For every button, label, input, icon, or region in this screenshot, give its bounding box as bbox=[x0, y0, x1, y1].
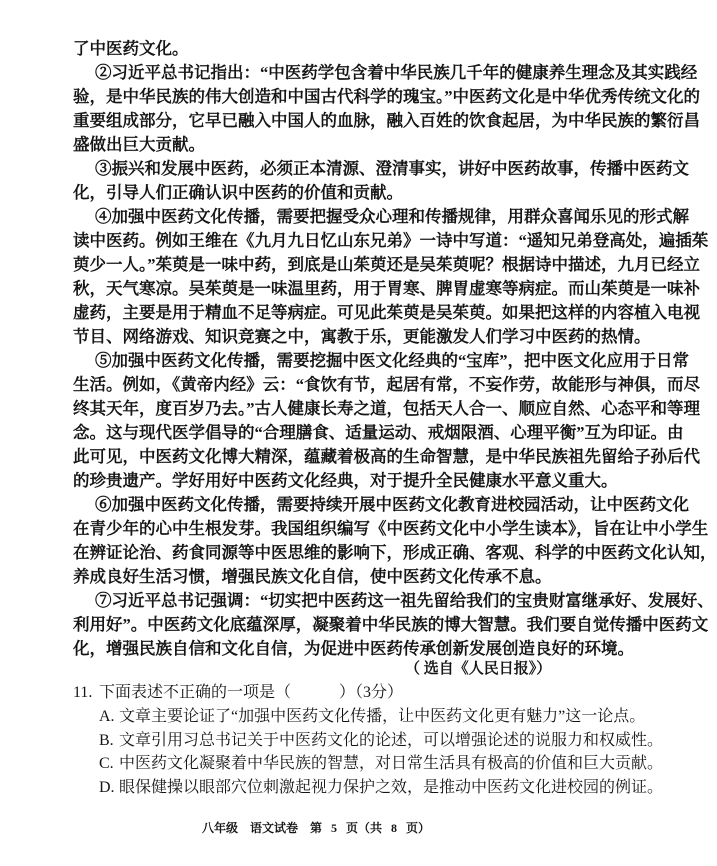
paragraph-line: 生活。例如，《黄帝内经》云：“食饮有节，起居有常，不妄作劳，故能形与神俱，而尽 bbox=[73, 375, 700, 394]
article-source: （ 选自《人民日报》） bbox=[405, 661, 552, 677]
option-d bbox=[73, 776, 664, 800]
paragraph-line: 读中医药。例如王维在《九月九日忆山东兄弟》一诗中写道：“遥知兄弟登高处，遍插茱 bbox=[73, 231, 709, 250]
article-body bbox=[73, 37, 717, 661]
paragraph-line: ⑤加强中医药文化传播，需要挖掘中医文化经典的“宝库”，把中医文化应用于日常 bbox=[95, 351, 689, 370]
option-text: 眼保健操以眼部穴位刺激起视力保护之效，是推动中医药文化进校园的例证。 bbox=[119, 778, 664, 796]
option-text: 文章引用习总书记关于中医药文化的论述，可以增强论述的说服力和权威性。 bbox=[119, 731, 664, 749]
option-text: 中医药文化凝聚着中华民族的智慧，对日常生活具有极高的价值和巨大贡献。 bbox=[119, 755, 664, 772]
option-letter: C. bbox=[99, 755, 114, 772]
paragraph-line: 虚药，主要是用于精血不足等病症。可见此茱萸是吴茱萸。如果把这样的内容植入电视 bbox=[73, 303, 700, 322]
paragraph-line: ⑦习近平总书记强调：“切实把中医药这一祖先留给我们的宝贵财富继承好、发展好、 bbox=[95, 591, 714, 610]
paragraph-line: 重要组成部分，它早已融入中国人的血脉，融入百姓的饮食起居，为中华民族的繁衍昌 bbox=[73, 111, 700, 130]
paragraph-line: 的珍贵遗产。学好用好中医药文化经典，对于提升全民健康水平意义重大。 bbox=[73, 471, 618, 490]
option-letter: D. bbox=[99, 778, 115, 796]
page-footer: 八年级 语文试卷 第 5 页（共 8 页） bbox=[201, 821, 430, 835]
question-number: 11. bbox=[73, 684, 93, 701]
option-letter: B. bbox=[99, 731, 114, 749]
option-a bbox=[73, 705, 646, 729]
question-text: 下面表述不正确的一项是（ ）（3分） bbox=[99, 684, 404, 701]
paragraph-line: 念。这与现代医学倡导的“合理膳食、适量运动、戒烟限酒、心理平衡”互为印证。由 bbox=[73, 423, 684, 442]
option-text: 文章主要论证了“加强中医药文化传播，让中医药文化更有魅力”这一论点。 bbox=[119, 708, 646, 725]
paragraph-line: 化，增强民族自信和文化自信，为促进中医药传承创新发展创造良好的环境。 bbox=[73, 639, 634, 658]
paragraph-line: 秋，天气寒凉。吴茱萸是一味温里药，用于胃寒、脾胃虚寒等病症。而山茱萸是一味补 bbox=[73, 279, 700, 298]
option-b bbox=[73, 729, 664, 753]
paragraph-line: 验，是中华民族的伟大创造和中国古代科学的瑰宝。”中医药文化是中华优秀传统文化的 bbox=[73, 87, 700, 106]
paragraph-line: ③振兴和发展中医药，必须正本清源、澄清事实，讲好中医药故事，传播中医药文 bbox=[95, 159, 689, 178]
paragraph-line: 养成良好生活习惯，增强民族文化自信，使中医药文化传承不息。 bbox=[73, 567, 552, 586]
paragraph-line: 萸少一人。”茱萸是一味中药，到底是山茱萸还是吴茱萸呢？根据诗中描述，九月已经立 bbox=[73, 255, 700, 274]
paragraph-line: ④加强中医药文化传播，需要把握受众心理和传播规律，用群众喜闻乐见的形式解 bbox=[95, 207, 689, 226]
option-c bbox=[73, 752, 664, 776]
paragraph-line: 节目、网络游戏、知识竞赛之中，寓教于乐，更能激发人们学习中医药的热情。 bbox=[73, 327, 651, 346]
paragraph-line: 终其天年，度百岁乃去。”古人健康长寿之道，包括天人合一、顺应自然、心态平和等理 bbox=[73, 399, 700, 418]
paragraph-line: 化，引导人们正确认识中医药的价值和贡献。 bbox=[73, 183, 403, 202]
question-11 bbox=[73, 681, 664, 799]
question-stem bbox=[73, 681, 573, 705]
paragraph-line: ②习近平总书记指出：“中医药学包含着中华民族几千年的健康养生理念及其实践经 bbox=[95, 63, 698, 82]
paragraph-line: 此可见，中医药文化博大精深，蕴藏着极高的生命智慧，是中华民族祖先留给子孙后代 bbox=[73, 447, 700, 466]
paragraph-line: 在青少年的心中生根发芽。我国组织编写《中医药文化中小学生读本》，旨在让中小学生 bbox=[73, 519, 709, 538]
paragraph-line: 盛做出巨大贡献。 bbox=[73, 135, 205, 154]
paragraph-line: 在辨证论治、药食同源等中医思维的影响下，形成正确、客观、科学的中医药文化认知， bbox=[73, 543, 717, 562]
option-letter: A. bbox=[99, 708, 115, 725]
paragraph-line: ⑥加强中医药文化传播，需要持续开展中医药文化教育进校园活动，让中医药文化 bbox=[95, 495, 689, 514]
paragraph-line: 了中医药文化。 bbox=[73, 39, 189, 58]
paragraph-line: 利用好”。中医药文化底蕴深厚，凝聚着中华民族的博大智慧。我们要自觉传播中医药文 bbox=[73, 615, 709, 634]
